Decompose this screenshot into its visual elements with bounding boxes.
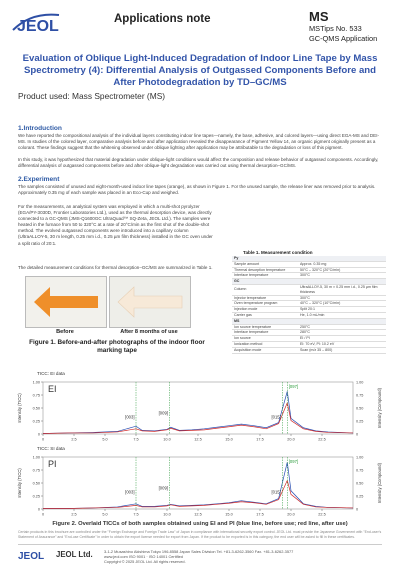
panel-label: PI [48,459,57,469]
y-tick-label: 1.00 [32,380,40,385]
figure1-caption: Figure 1. Before-and-after photographs of the indoor floor marking tape [29,339,205,354]
chart-title-si: TICC: SI data [37,446,65,451]
table-cell-value: UltraALLOY-5, 30 m × 0.25 mm i.d., 0.25 µm film thickness [298,284,386,295]
annotation-label: [015] [271,414,281,420]
x-tick-label: 5.0 [102,437,108,442]
photo-label-before: Before [56,329,74,335]
y2-tick-label: 0.50 [356,406,364,411]
x-tick-label: 10.0 [163,437,171,442]
table-cell-parameter: Ion source [232,336,298,342]
x-tick-label: 0 [41,512,45,517]
y-tick-label: 0.25 [32,494,40,499]
series-line [43,391,353,433]
footer-logo [18,549,54,561]
y-tick-label: 1.00 [32,455,40,460]
x-tick-label: 0 [41,437,45,442]
annotation-label: [009] [158,485,168,491]
doc-code: MS [309,9,329,24]
table-cell-value: 40°C – 320°C (10°C/min) [298,301,386,307]
y-tick-label: 0.25 [32,419,40,424]
footer-copyright: Copyright © 2025 JEOL Ltd. All rights reserved. [104,559,186,565]
table-section-name: GC [232,279,386,285]
table-cell-parameter: Column [232,284,298,295]
footer-address: 3-1-2 Musashino Akishima Tokyo 196-8558 Japan Sales Division Tel. +81-3-6262-3560 Fax. +81-3-6262-3577 [104,549,294,554]
x-tick-label: 12.5 [194,437,202,442]
measurement-condition-table [232,256,386,354]
table-cell-parameter: Sample amount [232,261,298,267]
table-row [232,347,386,353]
product-used: Product used: Mass Spectrometer (MS) [18,91,166,101]
table-cell-value: He, 1.0 mL/min [298,312,386,318]
y2-tick-label: 0 [356,507,359,512]
x-tick-label: 22.5 [318,437,326,442]
y2-tick-label: 0.25 [356,494,364,499]
annotation-label: [003] [125,489,135,495]
x-tick-label: 2.5 [71,437,77,442]
y-tick-label: 0.75 [32,468,40,473]
annotation-label: [097] [288,384,299,389]
y2-tick-label: 0 [356,432,359,437]
tic-chart-pi [15,451,385,521]
table-cell-value: Scan (m/z 35 – 800) [298,347,386,353]
x-tick-label: 17.5 [256,437,264,442]
plot-frame [43,382,353,434]
x-tick-label: 10.0 [163,512,171,517]
section-heading-introduction: 1.Introduction [18,125,62,132]
table-cell-parameter: Oven temperature program [232,301,298,307]
x-tick-label: 15.0 [225,437,233,442]
table-section-name: Py [232,256,386,261]
app-note-label: Applications note [114,13,211,25]
x-tick-label: 20.0 [287,437,295,442]
x-tick-label: 5.0 [102,512,108,517]
x-tick-label: 20.0 [287,512,295,517]
footer-address-block [104,549,384,565]
table-row [232,284,386,295]
footer-logo-text: JEOL [18,551,45,561]
x-tick-label: 22.5 [318,512,326,517]
y2-axis-label: Intensity (Compound) [377,387,382,429]
figure2-caption: Figure 2. Overlaid TICCs of both samples obtained using EI and PI (blue line, before use; red line, after use) [52,521,348,527]
table-cell-value: 250°C [298,324,386,330]
table-cell-parameter: Carrier gas [232,312,298,318]
intro-paragraph-1: We have reported the compositional analysis of the individual layers constituting indoor line tapes—namely, the base, adhesive, and colored layers—using direct EGA-MS and DEI-MS. In studies of the colored layer, comparative analysis before and after application revealed the disappearance of Pigment Yellow 14, an organic pigment originally present as a colorant. These findings suggest that the whitening observed under oblique lighting after application may be attributable to the degradation or loss of this pigment. [18,133,379,151]
page-title: Evaluation of Oblique Light-Induced Degradation of Indoor Line Tape by Mass Spectrometry (4): Differential Analysis of Outgassed Components Before and After Photodegradation by TD–GC/MS [22,53,378,88]
photo-after-tape [109,276,191,328]
y2-axis-label: Intensity (Compound) [377,462,382,504]
table-cell-parameter: Thermal desorption temperature [232,267,298,273]
intro-paragraph-2: In this study, it was hypothesized that material degradation under oblique-light conditions would affect the composition and release behavior of outgassed components. Accordingly, differential analysis of outgassed components before and after oblique-light degradation was carried out using thermal desorption–GC/MS. [18,157,379,169]
table-cell-parameter: Acquisition mode [232,347,298,353]
x-tick-label: 12.5 [194,512,202,517]
y-axis-label: Intensity (TICC) [17,468,22,498]
y2-tick-label: 0.75 [356,393,364,398]
table-cell-value: Split 20:1 [298,307,386,313]
jeol-logo [11,10,73,34]
table-section-name: MS [232,318,386,324]
table1-title: Table 1. Measurement condition [243,250,313,255]
application-category: GC-QMS Application [309,34,378,43]
table-cell-parameter: Ion source temperature [232,324,298,330]
y2-tick-label: 1.00 [356,380,364,385]
table-cell-parameter: Interface temperature [232,273,298,279]
panel-label: EI [48,384,57,394]
table-cell-value: 280°C [298,330,386,336]
experiment-paragraph-1: The samples consisted of unused and eight-month-used indoor line tapes (orange), as shown in Figure 1. For the unused sample, the release liner was removed prior to analysis. Approximately 0.35 mg of each sample was placed in an Eco-Cup and weighed. [18,184,376,196]
annotation-label: [097] [288,459,299,464]
table-cell-parameter: Injection mode [232,307,298,313]
series-line [43,462,353,508]
table-cell-value: 300°C [298,295,386,301]
y2-tick-label: 0.75 [356,468,364,473]
table-cell-value: Approx. 0.35 mg [298,261,386,267]
footer-company: JEOL Ltd. [56,550,93,559]
y2-tick-label: 0.25 [356,419,364,424]
x-tick-label: 15.0 [225,512,233,517]
y-tick-label: 0.50 [32,406,40,411]
annotation-label: [015] [271,489,281,495]
experiment-paragraph-3: The detailed measurement conditions for thermal desorption–GC/MS are summarized in Table 1. [18,265,213,270]
plot-frame [43,457,353,509]
y2-tick-label: 0.50 [356,481,364,486]
y-tick-label: 0 [37,432,40,437]
table-cell-value: 300°C [298,273,386,279]
y-tick-label: 0.50 [32,481,40,486]
photo-before-tape [25,276,107,328]
section-heading-experiment: 2.Experiment [18,176,60,183]
annotation-label: [009] [158,410,168,416]
x-tick-label: 17.5 [256,512,264,517]
table-cell-parameter: Injector temperature [232,295,298,301]
table-cell-value: 50°C – 320°C (20°C/min) [298,267,386,273]
footer-divider [18,544,382,545]
table-cell-value: EI: 70 eV, PI: 10.2 eV [298,341,386,347]
logo-text: JEOL [17,18,59,34]
photo-label-after: After 8 months of use [120,329,178,335]
experiment-paragraph-2: For the measurements, an analytical system was employed in which a multi-shot pyrolyzer (EGA/PY-3030D, Frontier Laboratories Ltd.), used as the thermal desorption device, was directly connected to a GC-QMS (JMS-Q1600GC UltraQuad™ SQ-Zeta, JEOL Ltd.). The samples were heated in the furnace from 50 to 320°C at a rate of 20°C/min as the first shot of the double-shot method. The evolved outgassed components were introduced into a capillary column (UltraALLOY-5, 30 m length, 0.25 mm i.d., 0.25 µm film thickness) installed in the GC oven under a split ratio of 20:1. [18,204,213,246]
annotation-label: [003] [125,414,135,420]
chart-title-ei: TICC: EI data [37,371,65,376]
table-cell-value: EI / PI [298,336,386,342]
y-tick-label: 0.75 [32,393,40,398]
table-cell-parameter: Interface temperature [232,330,298,336]
tips-number: MSTips No. 533 [309,24,362,33]
footer-website: www.jeol.com ISO 9001 · ISO 14001 Certified [104,554,183,560]
y-axis-label: Intensity (TICC) [17,393,22,423]
x-tick-label: 7.5 [133,512,139,517]
x-tick-label: 7.5 [133,437,139,442]
y2-tick-label: 1.00 [356,455,364,460]
x-tick-label: 2.5 [71,512,77,517]
table-cell-parameter: Ionization method [232,341,298,347]
tic-chart-ei [15,376,385,446]
y-tick-label: 0 [37,507,40,512]
export-disclaimer: Certain products in this brochure are controlled under the "Foreign Exchange and Foreign Trade Law" of Japan in compliance with international security export control. JEOL Ltd. must provide the Japanese Government with "End-user's Statement of Assurance" and "End-use Certificate" in order to obtain the export license needed for export from Japan. If the product to be exported is in this category, the end user will be asked to fill in these certificates. [18,530,382,539]
